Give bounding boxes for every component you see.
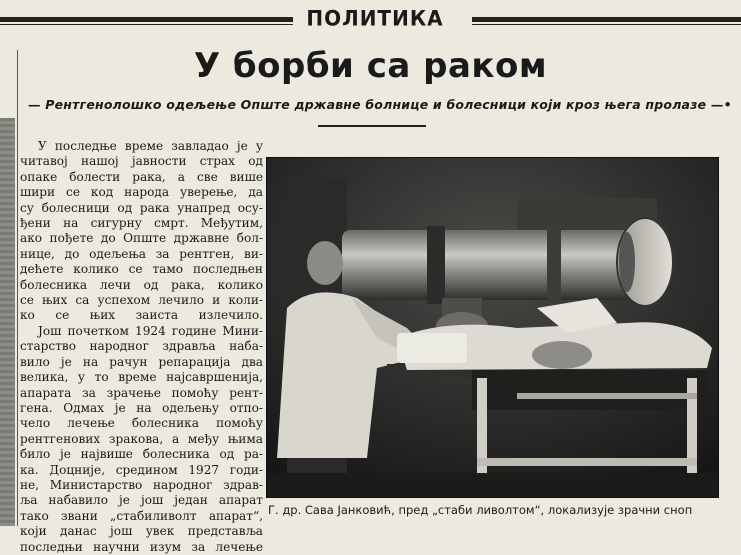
body-line: ако пођете до Опште државне бол- xyxy=(20,231,263,246)
body-line: У последње време завладао је у xyxy=(38,139,263,153)
body-line: тако звани „стабиливолт апарат“, xyxy=(20,508,263,523)
body-line: велика, у то време најсавршенија, xyxy=(20,370,263,385)
body-line: рентгенових зракова, а међу њима xyxy=(20,431,263,446)
body-line: дећете колико се тамо последњен xyxy=(20,262,263,277)
body-line: ко се њих заиста излечило. xyxy=(20,308,263,323)
x-ray-apparatus-photo xyxy=(267,158,718,497)
subhead-arrow-right: —• xyxy=(710,97,732,112)
body-line: који данас још увек представља xyxy=(20,524,263,539)
adjacent-column-image-fragment xyxy=(0,118,15,526)
body-line: чело лечење болесника помоћу xyxy=(20,416,263,431)
column-divider xyxy=(17,50,18,526)
article-headline: У борби са раком xyxy=(193,46,548,86)
body-line: вило је на рачун репарација два xyxy=(20,354,263,369)
masthead-rule-right-thin xyxy=(472,24,741,25)
body-line: последњи научни изум за лечење xyxy=(20,539,263,554)
body-line: било је највише болесника од ра- xyxy=(20,447,263,462)
article-subheadline xyxy=(28,97,732,112)
section-masthead xyxy=(0,6,741,32)
body-line: нице, до одељења за рентген, ви- xyxy=(20,246,263,261)
body-line: старство народног здравља наба- xyxy=(20,339,263,354)
body-line: не, Министарство народног здрав- xyxy=(20,477,263,492)
body-line: су болесници од рака унапред осу- xyxy=(20,200,263,215)
headline-divider xyxy=(318,125,426,127)
subhead-dash-left: — xyxy=(28,97,41,112)
photo-caption: Г. др. Сава Јанковић, пред „стаби ливолтом“, локализује зрачни сноп xyxy=(268,503,693,517)
body-line: ља набавило је још један апарат xyxy=(20,493,263,508)
body-line: ка. Доцније, средином 1927 годи- xyxy=(20,462,263,477)
body-line: гена. Одмах је на одељењу отпо- xyxy=(20,400,263,415)
masthead-rule-left xyxy=(0,17,293,22)
section-title: ПОЛИТИКА xyxy=(306,5,444,31)
body-line: шири се код народа уверење, да xyxy=(20,185,263,200)
body-line: болесника лечи од рака, колико xyxy=(20,277,263,292)
article-body xyxy=(20,139,263,555)
article-photograph xyxy=(266,157,719,498)
body-line: апарата за зрачење помоћу рент- xyxy=(20,385,263,400)
body-line: ђени на сигурну смрт. Међутим, xyxy=(20,216,263,231)
subhead-text: Рентгенолошко одељење Опште државне болнице и болесници који кроз њега пролазе xyxy=(45,97,707,112)
body-line: се њих са успехом лечило и коли- xyxy=(20,293,263,308)
masthead-rule-right xyxy=(472,17,741,22)
body-line: читавој нашој јавности страх од xyxy=(20,154,263,169)
body-line: Још почетком 1924 године Мини- xyxy=(38,323,263,338)
body-line: опаке болести рака, а све више xyxy=(20,169,263,184)
masthead-rule-left-thin xyxy=(0,24,293,25)
